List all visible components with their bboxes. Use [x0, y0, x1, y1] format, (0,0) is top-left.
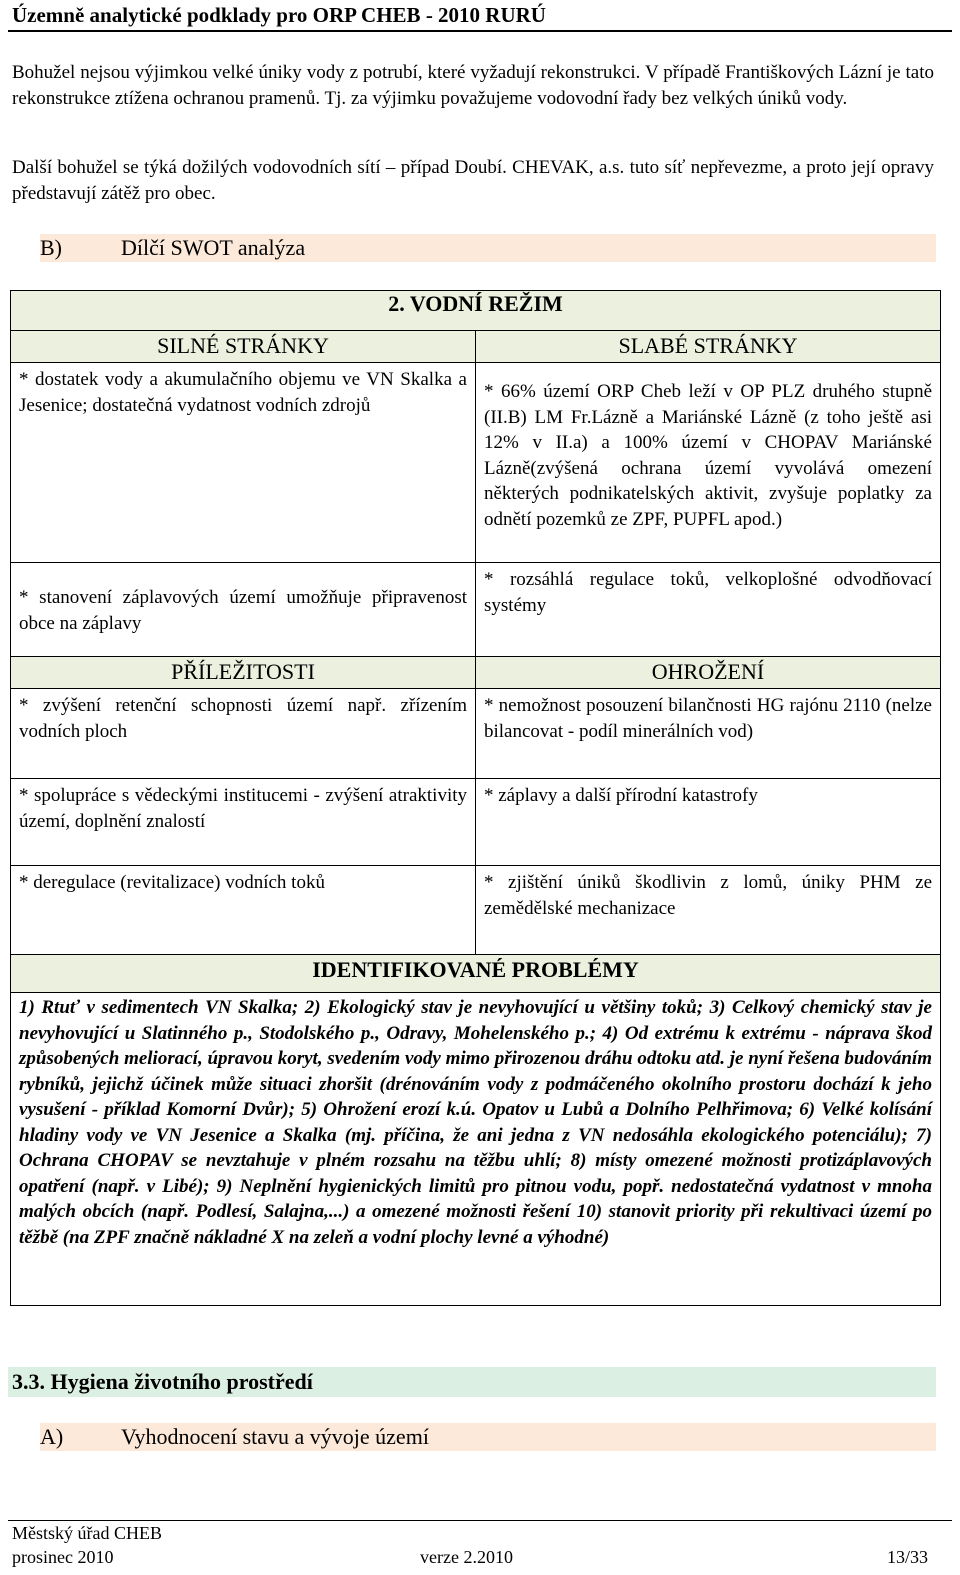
- footer-version: verze 2.2010: [420, 1547, 513, 1567]
- opportunity-item: * zvýšení retenční schopnosti území např. zřízením vodních ploch: [11, 689, 476, 779]
- section-3-3-title: 3.3. Hygiena životního prostředí: [12, 1369, 313, 1394]
- weakness-item: * 66% území ORP Cheb leží v OP PLZ druhého stupně (II.B) LM Fr.Lázně a Mariánské Lázně (z toho ještě asi 12% v II.a) a 100% území v CHOPAV Mariánské Lázně(zvýšená ochrana území vyvolává omezení některých podnikatelských aktivit, zvyšuje poplatky za odnětí pozemků ze ZPF, PUPFL apod.): [476, 363, 941, 563]
- section-a-heading: [40, 1423, 936, 1451]
- weaknesses-header: SLABÉ STRÁNKY: [476, 331, 941, 363]
- header-divider: [8, 30, 952, 32]
- threat-item: * záplavy a další přírodní katastrofy: [476, 779, 941, 866]
- threat-item: * zjištění úniků škodlivin z lomů, úniky PHM ze zemědělské mechanizace: [476, 866, 941, 955]
- opportunity-item: * spolupráce s vědeckými institucemi - zvýšení atraktivity území, doplnění znalostí: [11, 779, 476, 866]
- strength-item: * stanovení záplavových území umožňuje připravenost obce na záplavy: [11, 563, 476, 657]
- section-b-letter: B): [40, 235, 62, 260]
- section-a-letter: A): [40, 1424, 64, 1449]
- section-a-title: Vyhodnocení stavu a vývoje území: [121, 1424, 429, 1449]
- intro-paragraph-2: Další bohužel se týká dožilých vodovodních sítí – případ Doubí. CHEVAK, a.s. tuto síť nepřevezme, a proto její opravy představují zátěž pro obec.: [12, 157, 934, 204]
- section-3-3-heading: [8, 1367, 936, 1397]
- swot-table: [10, 290, 941, 1306]
- strength-item: * dostatek vody a akumulačního objemu ve VN Skalka a Jesenice; dostatečná vydatnost vodních zdrojů: [11, 363, 476, 563]
- intro-paragraph-1: Bohužel nejsou výjimkou velké úniky vody z potrubí, které vyžadují rekonstrukci. V případě Františkových Lázní je tato rekonstrukce ztížena ochranou pramenů. Tj. za výjimku považujeme vodovodní řady bez velkých úniků vody.: [12, 62, 934, 109]
- strengths-header: SILNÉ STRÁNKY: [11, 331, 476, 363]
- opportunities-header: PŘÍLEŽITOSTI: [11, 657, 476, 689]
- section-b-title: Dílčí SWOT analýza: [121, 235, 306, 260]
- footer-divider: [8, 1520, 952, 1521]
- footer-office: Městský úřad CHEB: [12, 1523, 162, 1543]
- threats-header: OHROŽENÍ: [476, 657, 941, 689]
- weakness-item: * rozsáhlá regulace toků, velkoplošné odvodňovací systémy: [476, 563, 941, 657]
- swot-title: 2. VODNÍ REŽIM: [11, 291, 941, 331]
- problems-text: 1) Rtuť v sedimentech VN Skalka; 2) Ekologický stav je nevyhovující u většiny toků; 3) Celkový chemický stav je nevyhovující u Slatinného p., Stodolského p., Odravy, Mohelenského p.; 4) Od extrému k extrému - náprava škod způsobených meliorací, úpravou koryt, svedením vody mimo přirozenou dráhu odtoku atd. je nyní řešena budováním rybníků, jejichž účinek může situaci zhoršit (drénováním vody z podmáčeného okolního prostoru dochází k jeho vysušení - příklad Komorní Dvůr); 5) Ohrožení erozí k.ú. Opatov u Lubů a Dolního Pelhřimova; 6) Velké kolísání hladiny vody ve VN Jesenice a Skalka (mj. příčina, že ani jedna z VN nedosáhla ekologického potenciálu); 7) Ochrana CHOPAV se nevztahuje v plném rozsahu na těžbu uhlí; 8) místy omezené možnosti protizáplavových opatření (např. v Libé); 9) Neplnění hygienických limitů pro pitnou vodu, popř. nedostatečná vydatnost v mnoha malých obcích (např. Podlesí, Salajna,...) a omezené možnosti řešení 10) stanovit priority při rekultivaci území po těžbě (na ZPF značně nákladné X na zeleň a vodní plochy levné a výhodné): [11, 993, 941, 1306]
- document-header-title: Územně analytické podklady pro ORP CHEB - 2010 RURÚ: [12, 3, 546, 27]
- problems-header: IDENTIFIKOVANÉ PROBLÉMY: [11, 955, 941, 993]
- threat-item: * nemožnost posouzení bilančnosti HG rajónu 2110 (nelze bilancovat - podíl minerálních vod): [476, 689, 941, 779]
- footer-date: prosinec 2010: [12, 1547, 114, 1567]
- section-b-heading: [40, 234, 936, 262]
- footer-page-number: 13/33: [887, 1547, 929, 1567]
- opportunity-item: * deregulace (revitalizace) vodních toků: [11, 866, 476, 955]
